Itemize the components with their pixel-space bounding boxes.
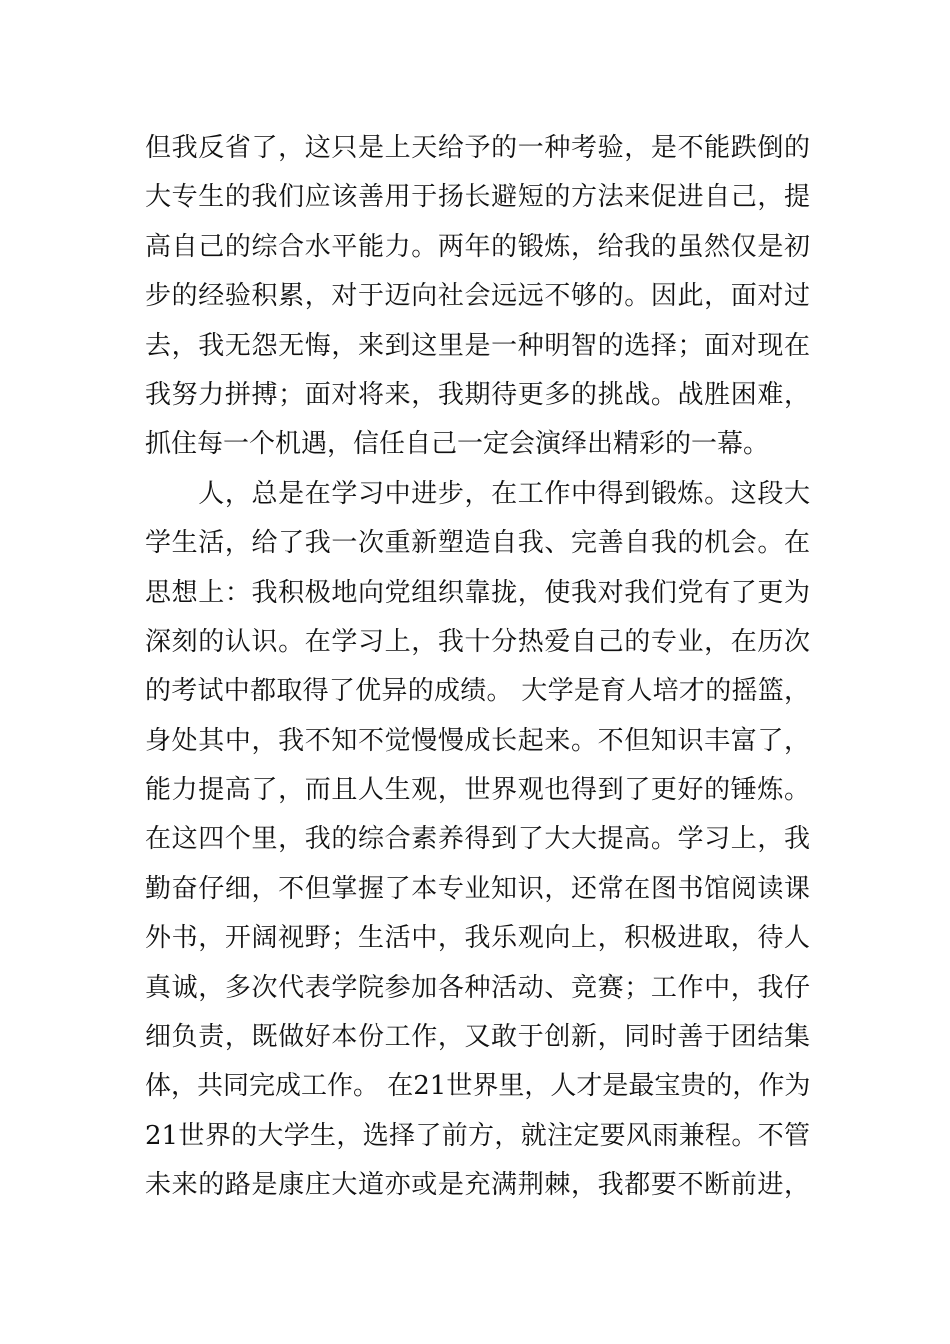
text-line: 大专生的我们应该善用于扬长避短的方法来促进自己，提 (145, 182, 810, 213)
text-line: 高自己的综合水平能力。两年的锻炼，给我的虽然仅是初 (145, 231, 810, 262)
text-line: 步的经验积累，对于迈向社会远远不够的。因此，面对过 (145, 281, 810, 312)
text-line: 抓住每一个机遇，信任自己一定会演绎出精彩的一幕。 (145, 429, 770, 460)
text-line: 深刻的认识。在学习上，我十分热爱自己的专业，在历次 (145, 626, 810, 657)
text-line: 思想上：我积极地向党组织靠拢，使我对我们党有了更为 (145, 577, 810, 608)
text-line: 未来的路是康庄大道亦或是充满荆棘，我都要不断前进， (145, 1170, 810, 1201)
body-text (145, 124, 810, 1211)
text-line: 人，总是在学习中进步，在工作中得到锻炼。这段大 (145, 478, 810, 509)
text-line: 去，我无怨无悔，来到这里是一种明智的选择；面对现在 (145, 330, 810, 361)
text-line: 学生活，给了我一次重新塑造自我、完善自我的机会。在 (145, 528, 810, 559)
text-line: 外书，开阔视野；生活中，我乐观向上，积极进取，待人 (145, 923, 810, 954)
text-line: 的考试中都取得了优异的成绩。 大学是育人培才的摇篮， (145, 676, 810, 707)
text-line: 真诚，多次代表学院参加各种活动、竞赛；工作中，我仔 (145, 972, 810, 1003)
text-line: 身处其中，我不知不觉慢慢成长起来。不但知识丰富了， (145, 725, 810, 756)
text-line: 21世界的大学生，选择了前方，就注定要风雨兼程。不管 (145, 1120, 810, 1151)
text-line: 但我反省了，这只是上天给予的一种考验，是不能跌倒的 (145, 133, 810, 163)
text-line: 我努力拼搏；面对将来，我期待更多的挑战。战胜困难， (145, 379, 810, 410)
text-line: 勤奋仔细，不但掌握了本专业知识，还常在图书馆阅读课 (145, 873, 810, 904)
text-line: 细负责，既做好本份工作，又敢于创新，同时善于团结集 (145, 1022, 810, 1053)
text-line: 体，共同完成工作。 在21世界里，人才是最宝贵的，作为 (145, 1071, 811, 1102)
text-line: 能力提高了，而且人生观，世界观也得到了更好的锤炼。 (145, 775, 810, 806)
text-line: 在这四个里，我的综合素养得到了大大提高。学习上，我 (145, 824, 810, 855)
